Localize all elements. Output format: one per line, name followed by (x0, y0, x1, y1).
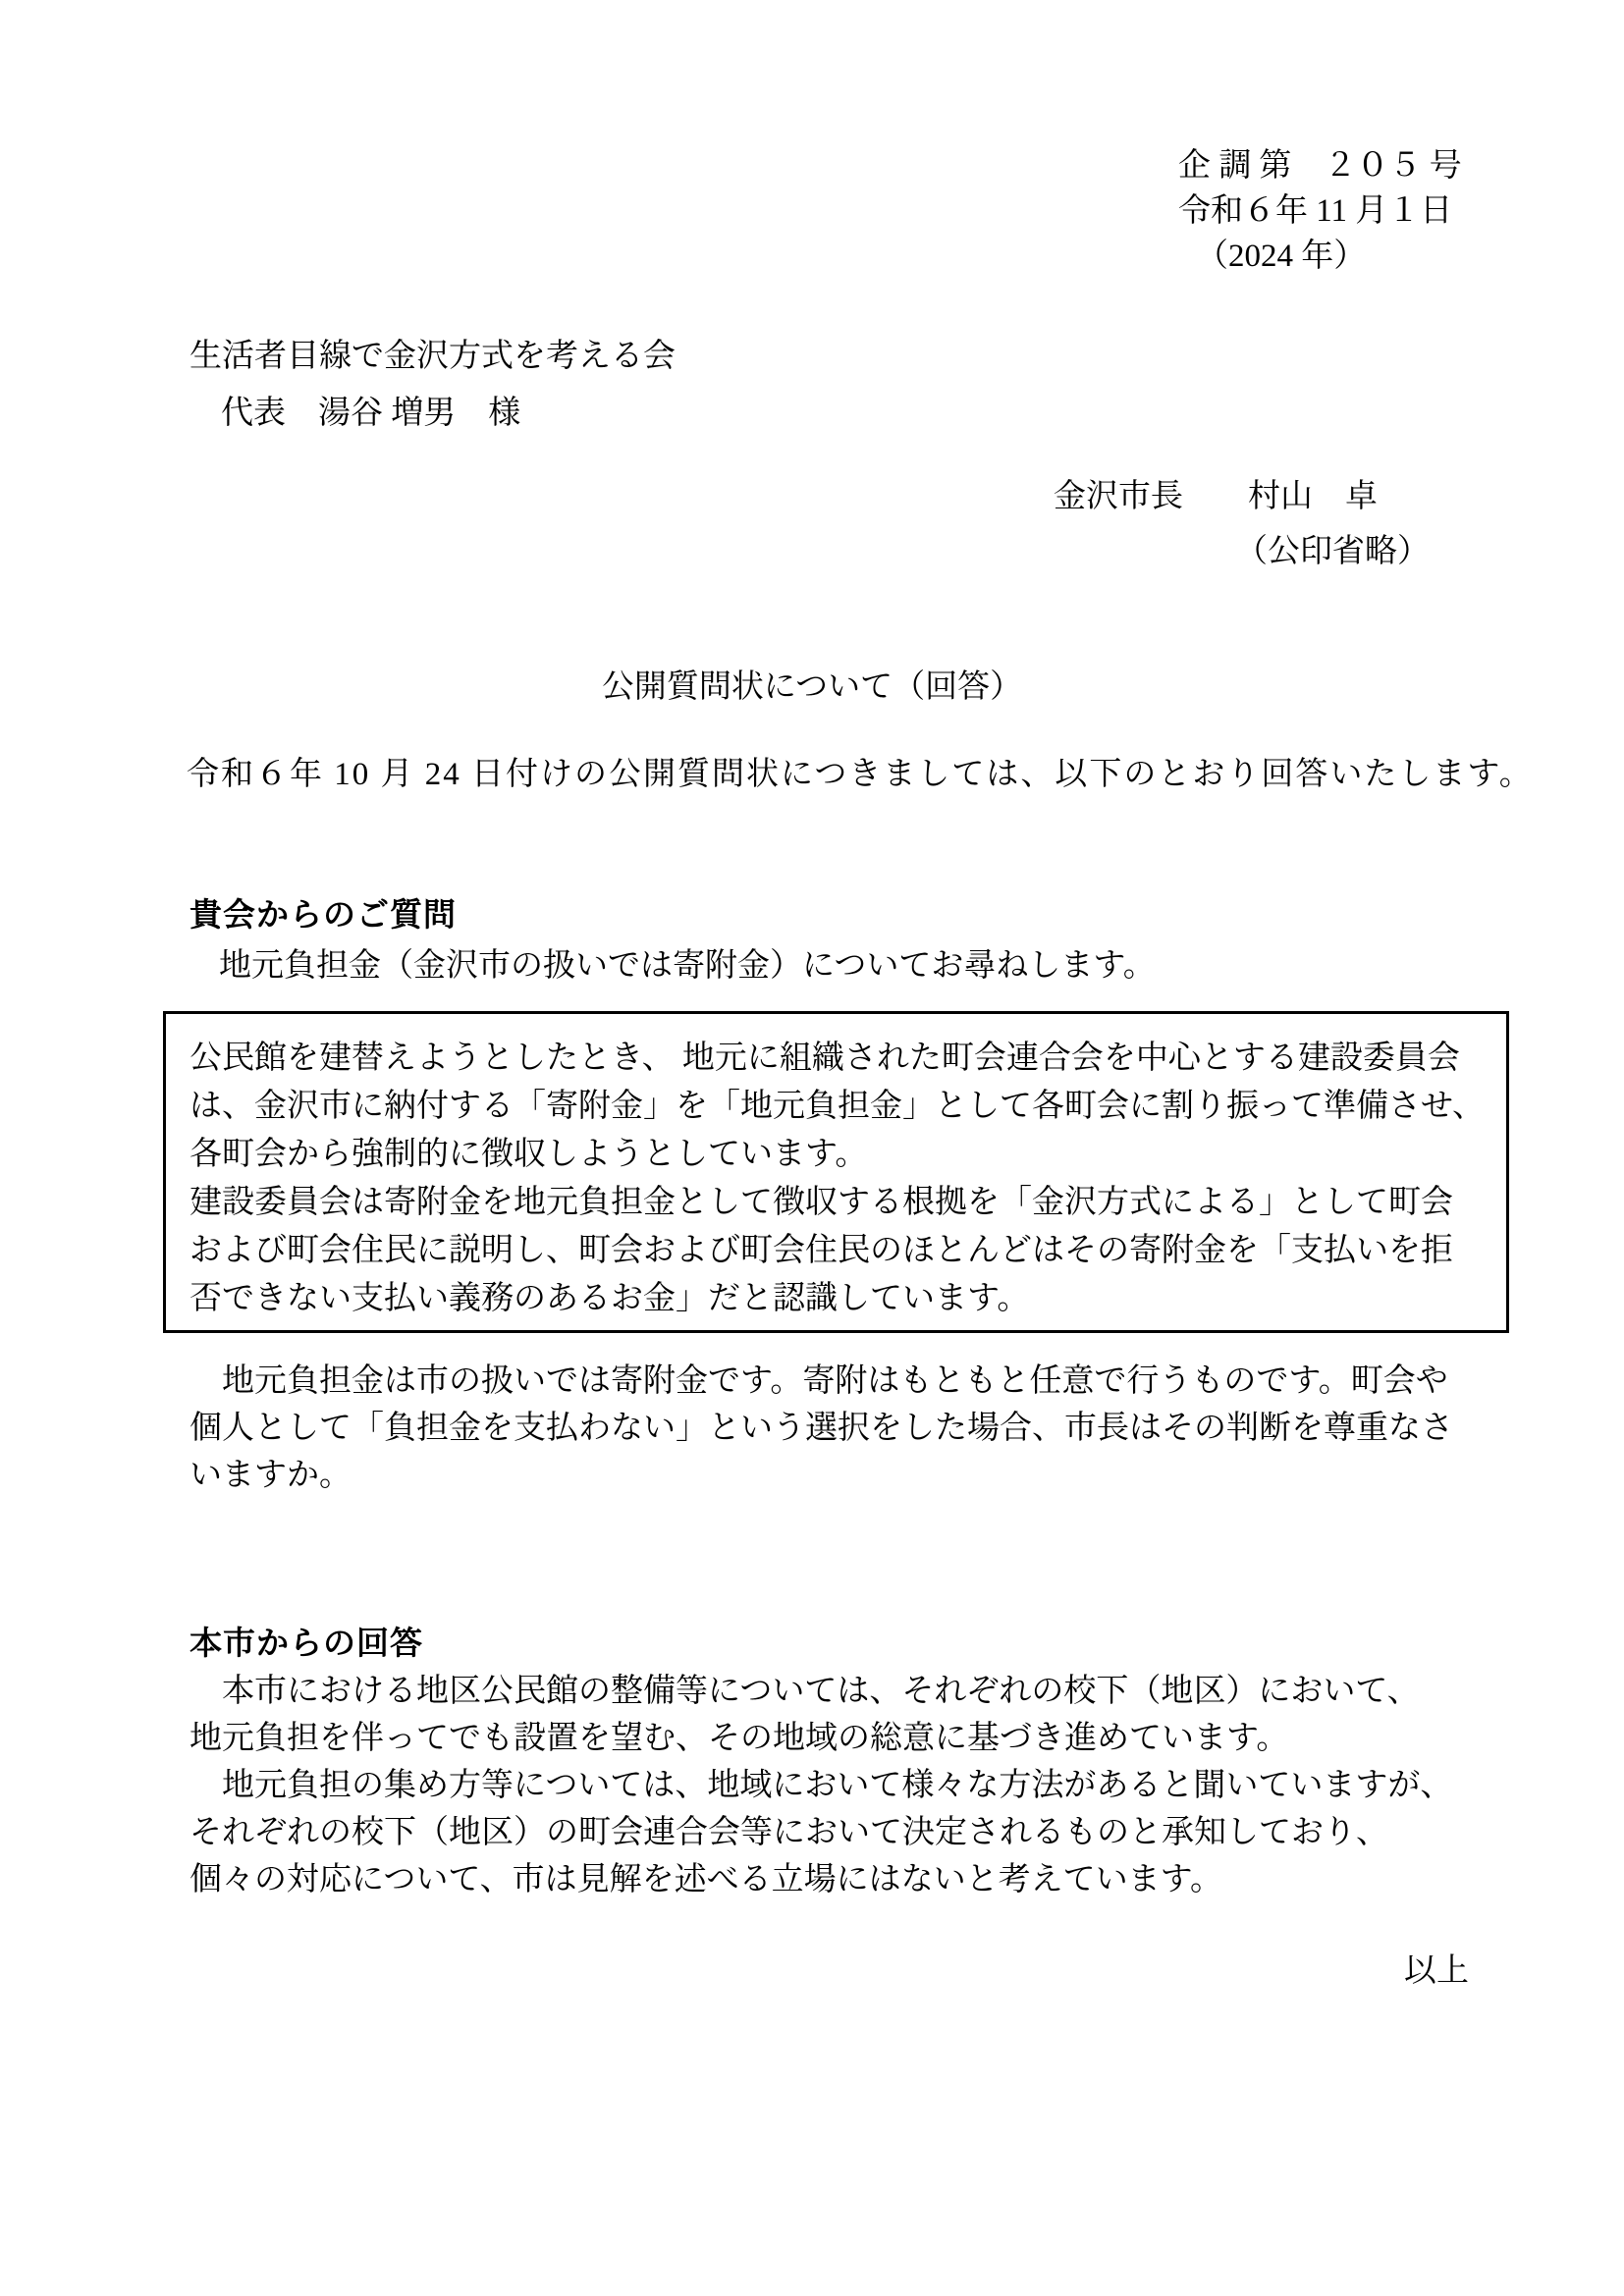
doc-number: 企 調 第 ２０５ 号 (1178, 148, 1462, 184)
document-title: 公開質問状について（回答） (601, 669, 1023, 705)
quote-line: および町会住民に説明し、町会および町会住民のほとんどはその寄附金を「支払いを拒 (189, 1233, 1453, 1268)
doc-date: 令和６年 11 月１日 (1178, 193, 1453, 229)
answer-paragraph (189, 1668, 1452, 1903)
question-paragraph-line: 地元負担金は市の扱いでは寄附金です。寄附はもともと任意で行うものです。町会や (189, 1363, 1448, 1399)
recipient-organization: 生活者目線で金沢方式を考える会 (189, 339, 676, 374)
question-paragraph-line: 個人として「負担金を支払わない」という選択をした場合、市長はその判断を尊重なさ (189, 1411, 1453, 1446)
answer-paragraph-line: それぞれの校下（地区）の町会連合会等において決定されるものと承知しており、 (189, 1815, 1388, 1850)
question-paragraph (189, 1358, 1453, 1499)
answer-section-heading: 本市からの回答 (189, 1625, 423, 1661)
answer-paragraph-line: 地元負担の集め方等については、地域において様々な方法があると聞いていますが、 (189, 1768, 1453, 1803)
doc-date-western-year: （2024 年） (1196, 239, 1367, 274)
quote-line: 各町会から強制的に徴収しようとしています。 (189, 1137, 868, 1172)
question-paragraph-line: いますか。 (189, 1458, 352, 1493)
quoted-question-box (163, 1011, 1509, 1333)
sender-name: 金沢市長 村山 卓 (1054, 479, 1378, 514)
closing-mark: 以上 (1404, 1953, 1469, 1989)
recipient-representative: 代表 湯谷 増男 様 (221, 396, 521, 431)
answer-paragraph-line: 地元負担を伴ってでも設置を望む、その地域の総意に基づき進めています。 (189, 1721, 1289, 1756)
sender-block (1054, 469, 1430, 579)
intro-paragraph: 令和６年 10 月 24 日付けの公開質問状につきましては、以下のとおり回答いたします。 (187, 757, 1534, 792)
quote-line: 否できない支払い義務のあるお金」だと認識しています。 (189, 1281, 1030, 1316)
document-header (1178, 143, 1462, 279)
quote-line: 建設委員会は寄附金を地元負担金として徴収する根拠を「金沢方式による」として町会 (189, 1185, 1453, 1220)
answer-paragraph-line: 個々の対応について、市は見解を述べる立場にはないと考えています。 (189, 1862, 1223, 1897)
answer-paragraph-line: 本市における地区公民館の整備等については、それぞれの校下（地区）において、 (189, 1674, 1420, 1709)
quote-line: は、金沢市に納付する「寄附金」を「地元負担金」として各町会に割り振って準備させ、 (189, 1089, 1486, 1124)
seal-omitted-note: （公印省略） (1235, 534, 1430, 569)
question-lead: 地元負担金（金沢市の扱いでは寄附金）についてお尋ねします。 (219, 948, 1156, 984)
recipient-block (189, 328, 676, 442)
quote-line: 公民館を建替えようとしたとき、 地元に組織された町会連合会を中心とする建設委員会 (189, 1041, 1460, 1076)
question-section-heading: 貴会からのご質問 (189, 896, 457, 933)
